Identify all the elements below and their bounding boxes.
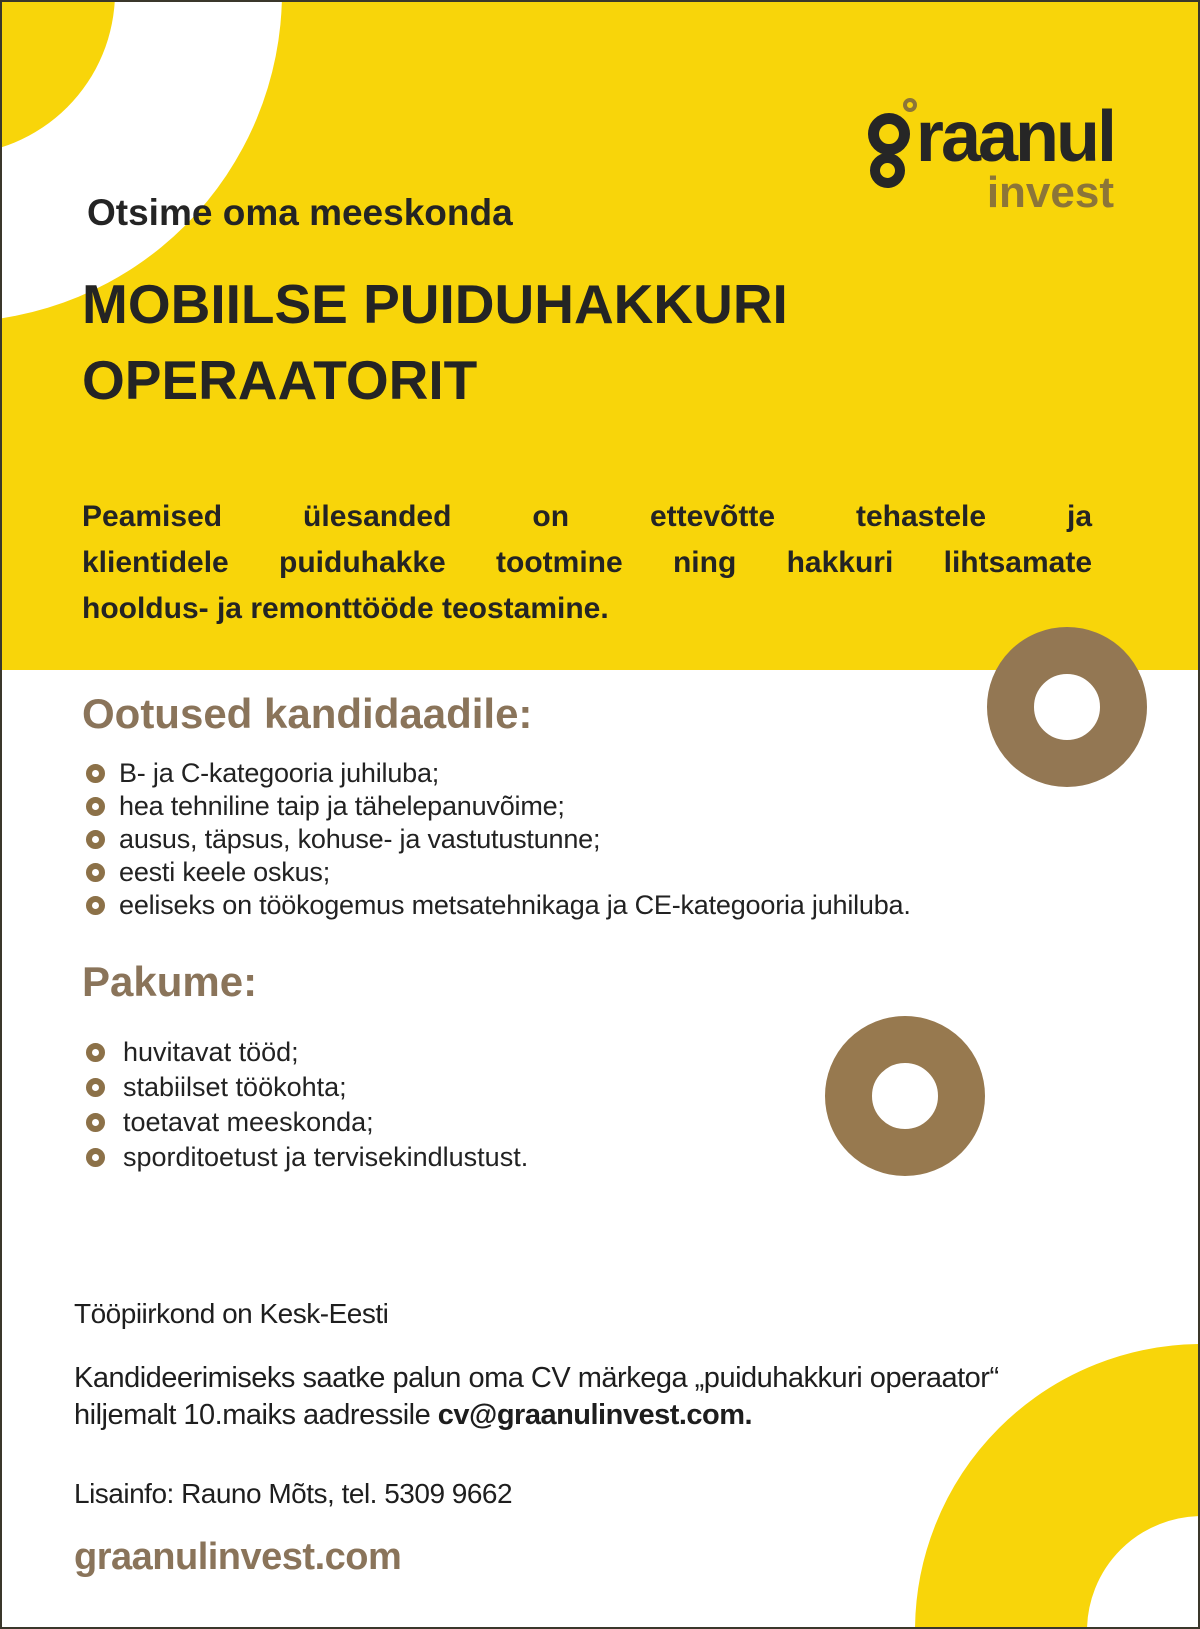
- list-item: [86, 790, 911, 823]
- list-item: [86, 1035, 528, 1070]
- job-title-line2: OPERAATORIT: [82, 349, 478, 411]
- graanul-invest-logo: [868, 90, 1114, 218]
- ring-bullet-icon: [86, 863, 105, 882]
- list-item: [86, 1105, 528, 1140]
- ring-bullet-icon: [86, 896, 105, 915]
- expectations-heading: Ootused kandidaadile:: [82, 690, 533, 737]
- logo-invest-text: invest: [986, 168, 1114, 217]
- contact-info: Lisainfo: Rauno Mõts, tel. 5309 9662: [74, 1478, 513, 1509]
- ring-bullet-icon: [86, 797, 105, 816]
- logo-g-rings-icon: [868, 90, 916, 190]
- list-item-label: toetavat meeskonda;: [123, 1107, 374, 1137]
- application-instructions: [74, 1360, 1064, 1434]
- ring-bullet-icon: [86, 830, 105, 849]
- list-item: [86, 757, 911, 790]
- list-item-label: eesti keele oskus;: [119, 857, 331, 887]
- list-item-label: hea tehniline taip ja tähelepanuvõime;: [119, 791, 565, 821]
- intro-line: klientidele puiduhakke tootmine ning hakkuri lihtsamate: [82, 546, 1092, 579]
- hero-section: [2, 2, 1198, 670]
- website-link[interactable]: graanulinvest.com: [74, 1536, 402, 1578]
- ring-bullet-icon: [86, 1113, 105, 1132]
- list-item-label: ausus, täpsus, kohuse- ja vastutustunne;: [119, 824, 601, 854]
- intro-line: hooldus- ja remonttööde teostamine.: [82, 592, 609, 625]
- list-item: [86, 1140, 528, 1175]
- list-item-label: huvitavat tööd;: [123, 1037, 299, 1067]
- list-item: [86, 889, 911, 922]
- list-item-label: eeliseks on töökogemus metsatehnikaga ja CE-kategooria juhiluba.: [119, 890, 911, 920]
- job-title: [82, 266, 788, 418]
- list-item: [86, 1070, 528, 1105]
- application-line1: Kandideerimiseks saatke palun oma CV märkega „puiduhakkuri operaator“: [74, 1362, 999, 1394]
- email-link[interactable]: cv@graanulinvest.com.: [437, 1399, 753, 1431]
- logo-g-bottom-ring-icon: [870, 153, 905, 188]
- intro-paragraph: [82, 494, 1092, 632]
- logo-brand-text: raanul: [915, 97, 1114, 177]
- list-item-label: B- ja C-kategooria juhiluba;: [119, 758, 440, 788]
- list-item-label: stabiilset töökohta;: [123, 1072, 347, 1102]
- ring-bullet-icon: [86, 764, 105, 783]
- list-item-label: sporditoetust ja tervisekindlustust.: [123, 1142, 529, 1172]
- tagline: Otsime oma meeskonda: [87, 192, 513, 233]
- work-region-text: Tööpiirkond on Kesk-Eesti: [74, 1298, 389, 1329]
- application-line2-prefix: hiljemalt 10.maiks aadressile: [74, 1399, 438, 1431]
- intro-line: Peamised ülesanded on ettevõtte tehastele ja: [82, 500, 1092, 533]
- list-item: [86, 823, 911, 856]
- logo-degree-ring-icon: [903, 98, 917, 112]
- list-item: [86, 856, 911, 889]
- application-line2: [74, 1397, 1064, 1434]
- ring-bullet-icon: [86, 1148, 105, 1167]
- job-title-line1: MOBIILSE PUIDUHAKKURI: [82, 273, 788, 335]
- offer-heading: Pakume:: [82, 958, 258, 1005]
- ring-bullet-icon: [86, 1078, 105, 1097]
- logo-g-top-ring-icon: [868, 113, 910, 155]
- decor-brown-donut-upper: [987, 627, 1147, 787]
- expectations-list: [86, 757, 911, 922]
- offer-list: [86, 1035, 528, 1175]
- decor-brown-donut-lower: [825, 1016, 985, 1176]
- ring-bullet-icon: [86, 1043, 105, 1062]
